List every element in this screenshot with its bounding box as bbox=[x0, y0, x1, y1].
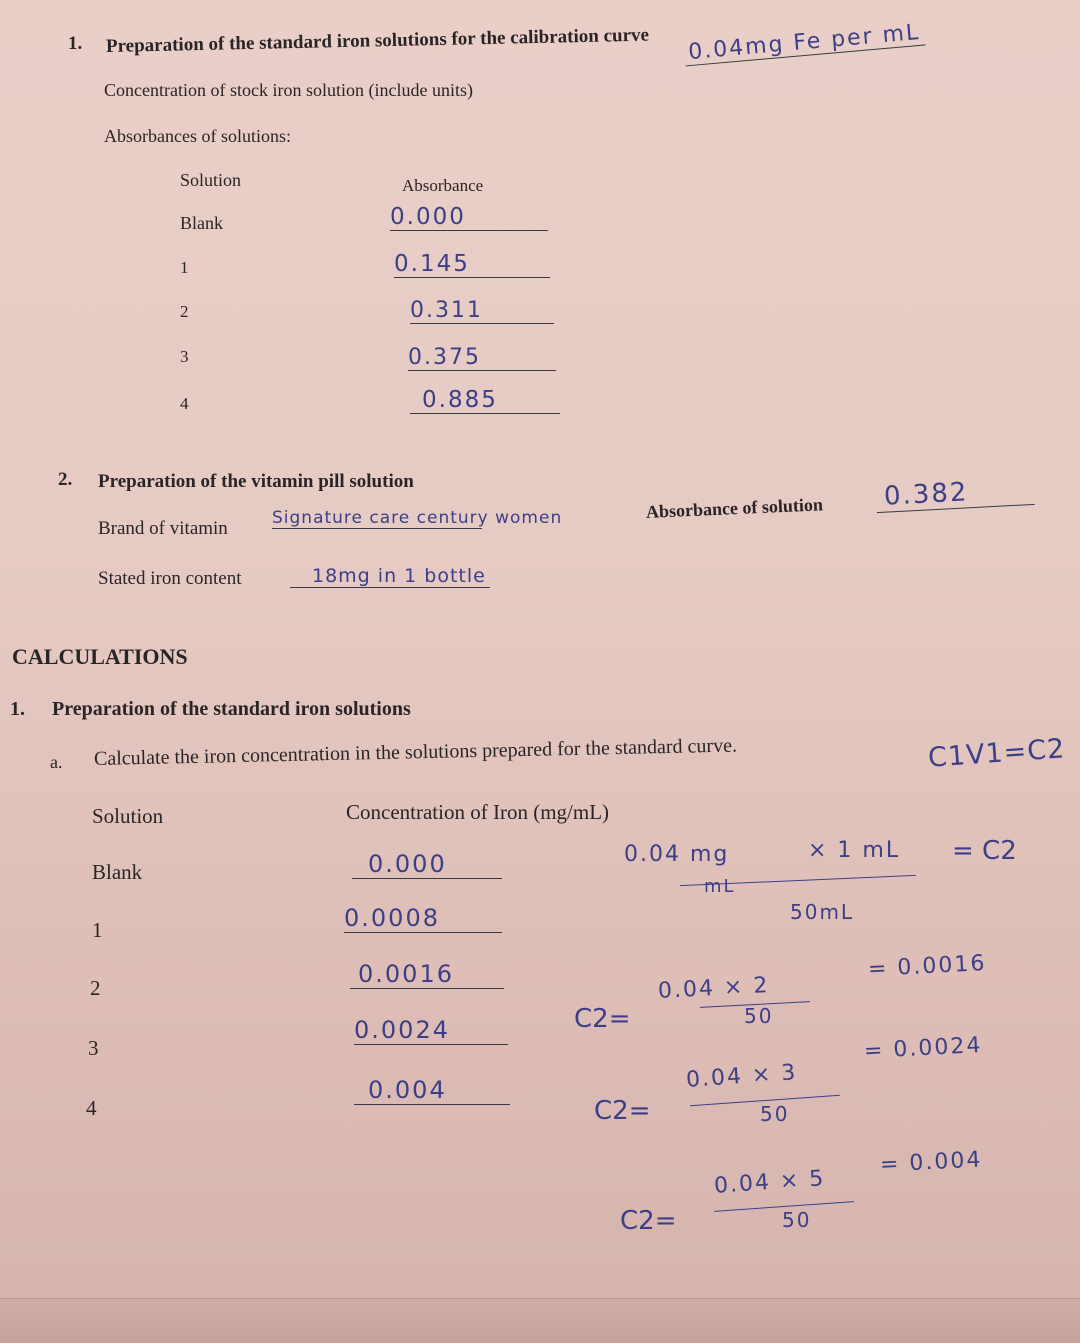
work-line4-numerator: 0.04 × 5 bbox=[713, 1166, 827, 1199]
work-line3-denominator: 50 bbox=[760, 1102, 790, 1126]
item2-title: Preparation of the vitamin pill solution bbox=[98, 471, 414, 492]
stock-concentration-label: Concentration of stock iron solution (include units) bbox=[104, 80, 473, 100]
abs-table-header-absorbance: Absorbance bbox=[402, 176, 484, 195]
conc-row-value: 0.004 bbox=[354, 1076, 510, 1105]
conc-row-solution: 1 bbox=[92, 918, 103, 942]
abs-row-value: 0.375 bbox=[408, 345, 556, 371]
item1-number: 1. bbox=[68, 33, 83, 54]
abs-row-value: 0.145 bbox=[394, 251, 550, 278]
abs-row-solution: 2 bbox=[180, 302, 189, 321]
work-line2-result: = 0.0016 bbox=[867, 950, 987, 983]
work-line4-prefix: C2= bbox=[620, 1206, 677, 1236]
page-bottom-edge bbox=[0, 1298, 1080, 1343]
work-line4-denominator: 50 bbox=[782, 1208, 812, 1232]
work-line1-times: × 1 mL bbox=[808, 838, 901, 863]
work-line1-result: = C2 bbox=[952, 836, 1017, 866]
work-line2-denominator: 50 bbox=[744, 1004, 774, 1028]
conc-row-solution: Blank bbox=[92, 860, 143, 884]
abs-row-value: 0.885 bbox=[410, 387, 560, 414]
part-a-letter: a. bbox=[50, 752, 63, 772]
stock-concentration-value: 0.04mg Fe per mL bbox=[683, 20, 925, 67]
conc-table-header-solution: Solution bbox=[92, 804, 164, 828]
brand-value: Signature care century women bbox=[272, 508, 563, 528]
abs-table-header-solution: Solution bbox=[180, 170, 242, 190]
work-line1-denominator: mL bbox=[704, 876, 736, 897]
work-line2-numerator: 0.04 × 2 bbox=[657, 973, 770, 1004]
calc-item1-title: Preparation of the standard iron solutions bbox=[52, 698, 411, 720]
abs-row-value: 0.000 bbox=[390, 204, 548, 231]
part-a-question: Calculate the iron concentration in the solutions prepared for the standard curve. bbox=[93, 734, 738, 770]
conc-row-value: 0.0008 bbox=[344, 904, 502, 933]
conc-row-value: 0.0024 bbox=[354, 1016, 508, 1045]
iron-content-value: 18mg in 1 bottle bbox=[290, 565, 490, 588]
abs-row-solution: 1 bbox=[180, 258, 189, 277]
conc-row-solution: 2 bbox=[90, 976, 101, 1000]
calculations-heading: CALCULATIONS bbox=[12, 644, 188, 669]
abs-row-solution: 3 bbox=[180, 347, 189, 366]
absorbances-label: Absorbances of solutions: bbox=[104, 126, 291, 146]
dilution-formula: C1V1=C2 bbox=[927, 733, 1067, 774]
work-line3-result: = 0.0024 bbox=[863, 1032, 983, 1065]
abs-solution-label: Absorbance of solution bbox=[645, 494, 824, 522]
conc-row-value: 0.0016 bbox=[350, 960, 504, 989]
work-line4-result: = 0.004 bbox=[879, 1147, 984, 1178]
work-line2-prefix: C2= bbox=[574, 1004, 631, 1034]
conc-row-value: 0.000 bbox=[352, 850, 502, 879]
conc-row-solution: 3 bbox=[88, 1036, 99, 1060]
abs-row-solution: Blank bbox=[180, 213, 223, 233]
work-line1-denominator2: 50mL bbox=[790, 900, 855, 924]
conc-row-solution: 4 bbox=[86, 1096, 97, 1120]
brand-label: Brand of vitamin bbox=[98, 518, 228, 539]
abs-row-solution: 4 bbox=[180, 394, 189, 413]
item1-title: Preparation of the standard iron solutions for the calibration curve bbox=[105, 24, 650, 57]
conc-table-header-iron: Concentration of Iron (mg/mL) bbox=[346, 800, 610, 824]
calc-item1-number: 1. bbox=[10, 698, 25, 720]
item2-number: 2. bbox=[58, 469, 73, 490]
abs-solution-value: 0.382 bbox=[875, 474, 1034, 513]
abs-row-value: 0.311 bbox=[410, 298, 554, 324]
work-line1-numerator: 0.04 mg bbox=[624, 842, 730, 867]
work-line3-numerator: 0.04 × 3 bbox=[685, 1060, 799, 1093]
iron-content-label: Stated iron content bbox=[98, 568, 242, 589]
work-line3-prefix: C2= bbox=[594, 1096, 651, 1126]
